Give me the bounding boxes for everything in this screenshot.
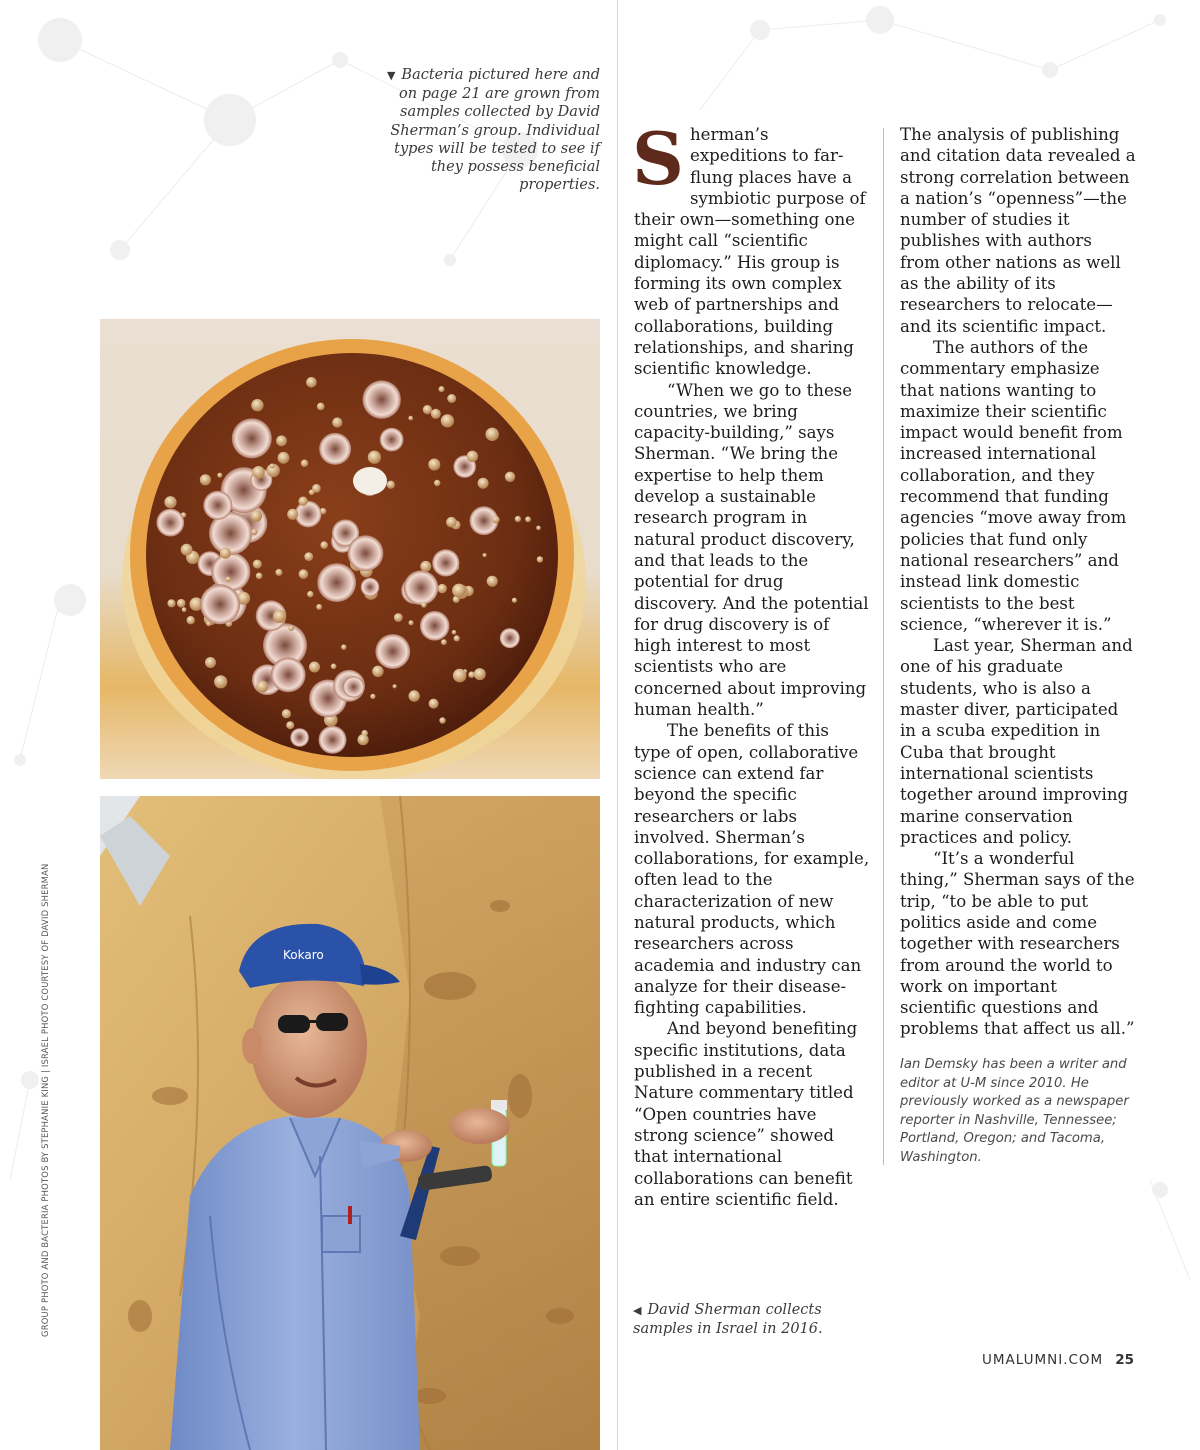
colony: [252, 466, 265, 479]
colony: [431, 409, 441, 419]
colony: [307, 591, 313, 597]
colony: [181, 544, 193, 556]
paragraph: The benefits of this type of open, collaborative science can extend far beyond the specific researchers or labs involved. Sherman’s collaborations, for example, often lead to the characterization of new natural products, which researchers across academia and industry can analyze for their disease-fighting capabilities.: [634, 721, 870, 1018]
column-rule: [883, 128, 884, 1165]
paragraph: And beyond benefiting specific institutions, data published in a recent Nature commentary titled “Open countries have strong science” showed that international collaborations can benefit an entire scientific field.: [634, 1019, 858, 1209]
drop-cap: S: [632, 116, 684, 201]
colony: [487, 576, 498, 587]
colony: [332, 417, 342, 427]
colony: [525, 516, 531, 522]
caption-bacteria: [370, 66, 600, 194]
colony: [439, 717, 445, 723]
colony: [438, 584, 447, 593]
colony: [256, 681, 268, 693]
colony: [317, 403, 325, 411]
colony: [256, 573, 263, 580]
colony: [447, 394, 456, 403]
colony: [441, 414, 454, 427]
colony: [309, 662, 320, 673]
colony: [304, 552, 313, 561]
sherman-israel-photo: [100, 796, 600, 1450]
colony: [317, 563, 356, 602]
colony: [167, 599, 175, 607]
colony: [270, 464, 275, 469]
paragraph: The authors of the commentary emphasize that nations wanting to maximize their scientific impact would benefit from increased international collaboration, and they recommend that funding agencies “move away from policies that fund only national researchers” and instead link domestic scientists to the best science, “wherever it is.”: [900, 337, 1127, 634]
colony: [309, 490, 315, 496]
paragraph: “It’s a wonderful thing,” Sherman says of the trip, “to be able to put politics aside and come together with researchers from around the world to work on important scientific questions and problems that affect us all.”: [900, 849, 1135, 1039]
colony: [288, 625, 294, 631]
page-number: 25: [1115, 1352, 1134, 1368]
colony: [298, 497, 307, 506]
colony: [492, 516, 499, 523]
colony: [439, 386, 445, 392]
colony: [421, 602, 426, 607]
colony: [474, 668, 486, 680]
colony: [251, 510, 263, 522]
colony: [452, 630, 457, 635]
colony: [483, 553, 487, 557]
colony: [164, 496, 176, 508]
colony: [434, 480, 440, 486]
colony: [203, 491, 232, 520]
colony: [478, 478, 489, 489]
colony: [217, 473, 222, 478]
colony: [423, 405, 432, 414]
triangle-down-icon: ▼: [386, 69, 396, 82]
colony: [316, 604, 322, 610]
colony: [375, 634, 410, 669]
colony: [273, 610, 286, 623]
page-footer: [982, 1352, 1134, 1368]
colony: [363, 380, 401, 418]
colony: [200, 474, 211, 485]
colony: [454, 635, 460, 641]
colony: [486, 428, 499, 441]
colony: [537, 556, 543, 562]
colony: [372, 666, 383, 677]
colony: [393, 684, 397, 688]
colony: [361, 578, 380, 597]
colony: [299, 569, 309, 579]
colony: [370, 694, 375, 699]
caption-israel: [633, 1301, 853, 1338]
colony: [409, 690, 420, 701]
colony: [306, 377, 317, 388]
colony: [206, 621, 211, 626]
article-column-2: [900, 124, 1136, 1040]
colony: [251, 529, 257, 535]
colony: [387, 481, 395, 489]
colony: [187, 616, 195, 624]
colony: [331, 664, 337, 670]
colony: [452, 584, 466, 598]
petri-dish-photo: [100, 319, 600, 779]
colony: [432, 549, 459, 576]
colony: [368, 451, 381, 464]
colony: [286, 721, 294, 729]
colony: [251, 399, 263, 411]
colony: [275, 569, 282, 576]
colony: [467, 451, 478, 462]
colony: [156, 509, 184, 537]
caption-bacteria-text: Bacteria pictured here and on page 21 are grown from samples collected by David Sherman’s group. Individual types will be tested to see if they possess beneficial properties.: [390, 67, 600, 194]
triangle-left-icon: ◀: [633, 1304, 642, 1317]
colony: [446, 517, 457, 528]
colony: [420, 611, 450, 641]
photo-credit: GROUP PHOTO AND BACTERIA PHOTOS BY STEPHANIE KING | ISRAEL PHOTO COURTESY OF DAVID SHERMAN: [40, 863, 50, 1337]
colony: [420, 561, 431, 572]
colony: [515, 516, 521, 522]
colony: [358, 734, 369, 745]
colony: [512, 598, 517, 603]
colony: [200, 584, 240, 624]
cap-logo: Kokaro: [283, 948, 324, 962]
colony: [428, 459, 440, 471]
site-url: UMALUMNI.COM: [981, 1352, 1104, 1368]
colony: [220, 548, 231, 559]
colony: [441, 639, 447, 645]
page-spine: [617, 0, 618, 1450]
colony: [500, 628, 520, 648]
colony: [226, 577, 231, 582]
colony: [301, 460, 308, 467]
colony: [394, 613, 403, 622]
colony: [320, 541, 328, 549]
paragraph: herman’s expeditions to far-flung places have a symbiotic purpose of their own—something one might call “scientific diplomacy.” His group is forming its own complex web of partnerships and collaborations, building relationships, and sharing scientific knowledge.: [634, 125, 866, 379]
colony: [343, 676, 364, 697]
colony: [214, 675, 227, 688]
colony: [177, 599, 186, 608]
paragraph: “When we go to these countries, we bring capacity-building,” says Sherman. “We bring the expertise to help them develop a sustainable research program in natural product discovery, and that leads to the potential for drug discovery. And the potential for drug discovery is of high interest to most scientists who are concerned about improving human health.”: [634, 380, 869, 720]
paragraph: The analysis of publishing and citation data revealed a strong correlation between a nation’s “openness”—the number of studies it publishes with authors from other nations as well as the ability of its researchers to relocate—and its scientific impact.: [900, 125, 1136, 336]
colony: [232, 418, 272, 458]
colony: [295, 501, 322, 528]
colony: [319, 433, 351, 465]
author-bio: Ian Demsky has been a writer and editor at U-M since 2010. He previously worked as a newspaper reporter in Nashville, Tennessee; Portland, Oregon; and Tacoma, Washington.: [900, 1057, 1129, 1165]
colony: [278, 452, 290, 464]
caption-israel-text: David Sherman collects samples in Israel in 2016.: [633, 1302, 823, 1338]
colony: [380, 428, 404, 452]
colony: [408, 416, 413, 421]
colony: [290, 728, 309, 747]
colony: [404, 570, 439, 605]
colony: [453, 669, 467, 683]
paragraph: Last year, Sherman and one of his graduate students, who is also a master diver, participated in a scuba expedition in Cuba that brought international scientists together around improving marine conservation practices and policy.: [900, 636, 1133, 847]
colony: [348, 535, 384, 571]
colony: [353, 467, 387, 495]
colony: [536, 526, 541, 531]
colony: [287, 509, 298, 520]
colony: [409, 620, 414, 625]
colony: [271, 657, 306, 692]
colony: [282, 709, 291, 718]
colony: [182, 607, 187, 612]
article-column-1: [632, 116, 870, 1210]
colony: [205, 657, 216, 668]
colony: [505, 472, 515, 482]
colony: [276, 435, 287, 446]
colony: [341, 644, 346, 649]
colony: [253, 560, 262, 569]
colony: [429, 699, 439, 709]
colony: [319, 726, 347, 754]
